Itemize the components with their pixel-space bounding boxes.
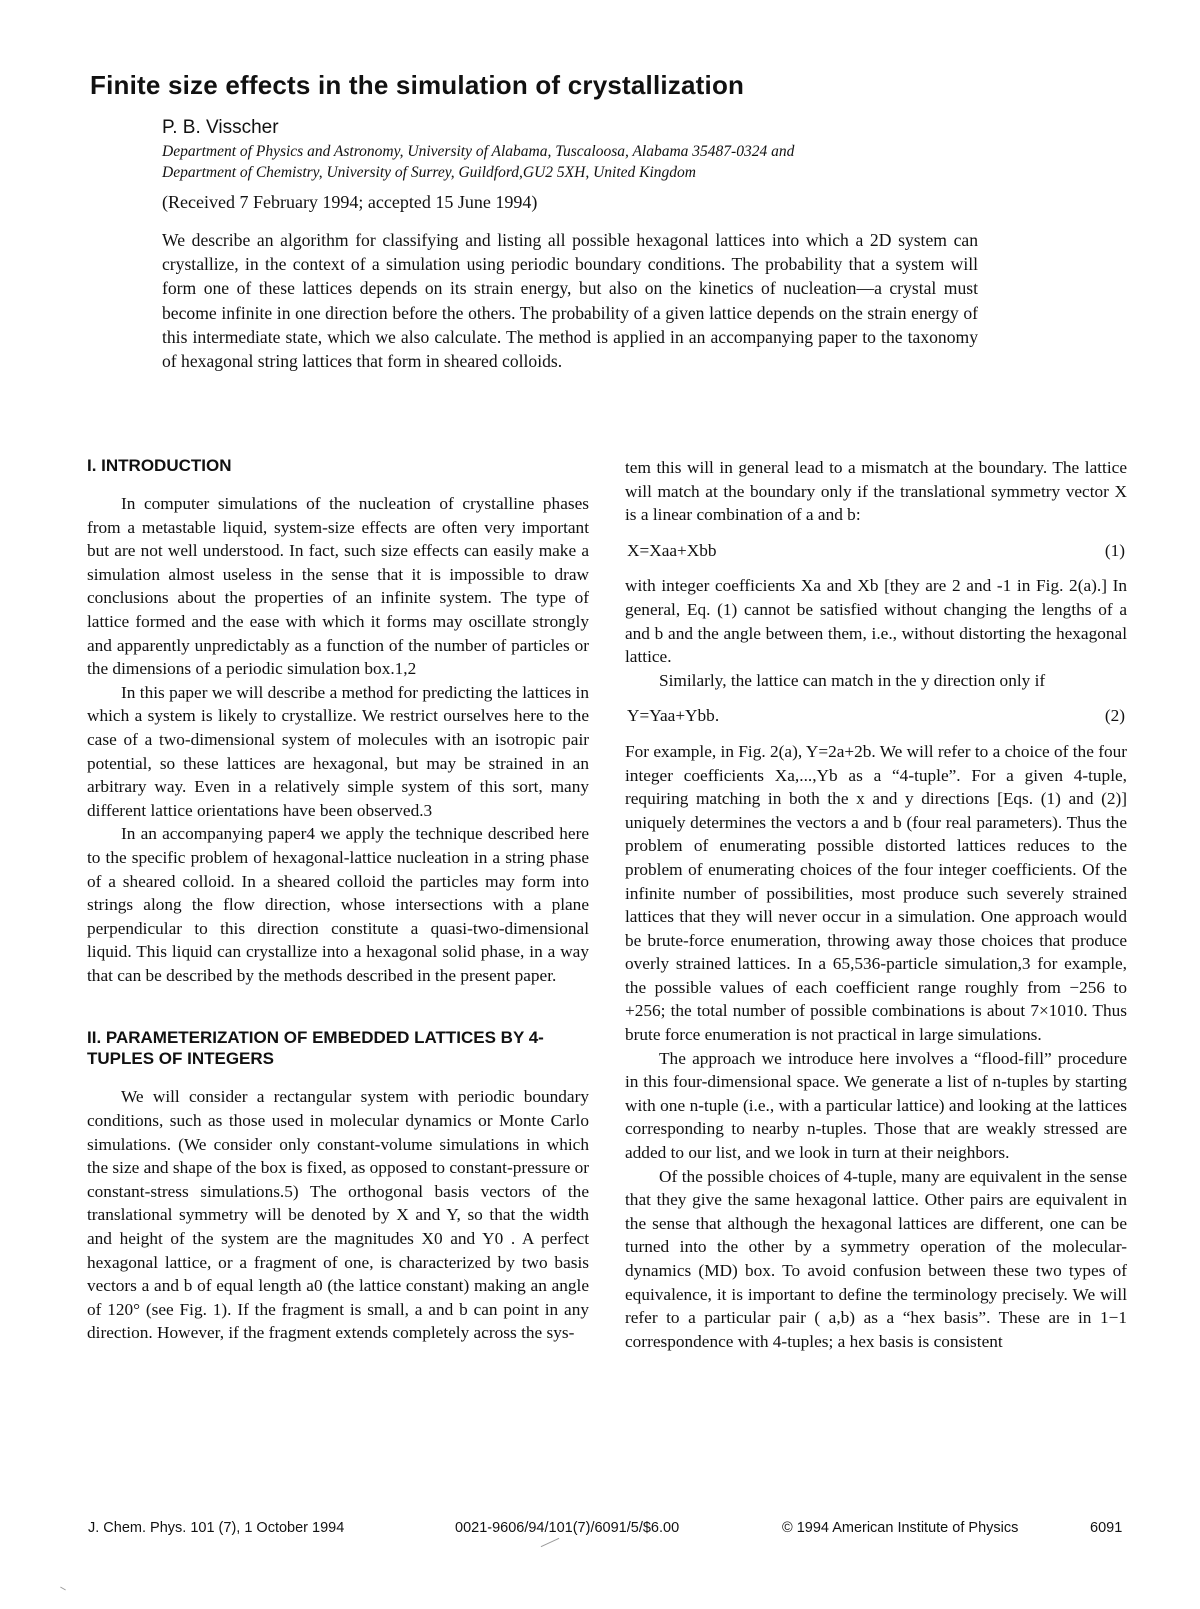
equation-2-body: Y=Yaa+Ybb. bbox=[627, 706, 720, 726]
left-column bbox=[87, 455, 589, 1345]
paragraph: In computer simulations of the nucleation of crystalline phases from a metastable liquid, system-size effects are often very important but are not well understood. In fact, such size effects can easily make a simulation almost useless in the sense that it is impossible to draw conclusions about the properties of an infinite system. The type of lattice formed and the ease with which it forms may oscillate strongly and apparently unpredictably as a function of the number of particles or the dimensions of a periodic simulation box.1,2 bbox=[87, 494, 589, 679]
paragraph: tem this will in general lead to a mismatch at the boundary. The lattice will match at the boundary only if the translational symmetry vector X is a linear combination of a and b: bbox=[625, 458, 1127, 525]
footer-journal: J. Chem. Phys. 101 (7), 1 October 1994 bbox=[88, 1520, 345, 1536]
paragraph: Similarly, the lattice can match in the y direction only if bbox=[659, 670, 1046, 690]
abstract: We describe an algorithm for classifying and listing all possible hexagonal lattices into which a 2D system can crystallize, in the context of a simulation using periodic boundary conditions. The probability that a system will form one of these lattices depends on its strain energy, but also on the kinetics of nucleation—a crystal must become infinite in one direction before the others. The probability of a given lattice depends on the strain energy of this intermediate state, which we also calculate. The method is applied in an accompanying paper to the taxonomy of hexagonal string lattices that form in sheared colloids. bbox=[162, 230, 978, 372]
paragraph: with integer coefficients Xa and Xb [they are 2 and -1 in Fig. 2(a).] In general, Eq. (1) cannot be satisfied without changing the lengths of a and b and the angle between them, i.e., without distorting the hexagonal lattice. bbox=[625, 576, 1127, 667]
equation-2-number: (2) bbox=[1104, 706, 1125, 726]
equation-1-number: (1) bbox=[1104, 540, 1125, 560]
equation-1 bbox=[625, 539, 1127, 563]
affiliation-line-2: Department of Chemistry, University of Surrey, Guildford,GU2 5XH, United Kingdom bbox=[162, 164, 696, 181]
paragraph: Of the possible choices of 4-tuple, many are equivalent in the sense that they give the same hexagonal lattice. Other pairs are equivalent in the sense that although the hexagonal lattices are different, one can be turned into the other by a symmetry operation of the molecular-dynamics (MD) box. To avoid confusion between these two types of equivalence, it is important to define the terminology precisely. We will refer to a particular pair ( a,b) as a “hex basis”. These are in 1−1 correspondence with 4-tuples; a hex basis is consistent bbox=[625, 1166, 1127, 1351]
paragraph: In an accompanying paper4 we apply the technique described here to the specific problem of hexagonal-lattice nucleation in a string phase of a sheared colloid. In a sheared colloid the particles may form into strings along the flow direction, whose intersections with a plane perpendicular to this direction constitute a quasi-two-dimensional liquid. This liquid can crystallize into a hexagonal solid phase, in a way that can be described by the methods described in the present paper. bbox=[87, 824, 589, 985]
equation-1-body: X=Xaa+Xbb bbox=[627, 540, 717, 560]
footer-copyright: © 1994 American Institute of Physics bbox=[782, 1520, 1019, 1536]
section-heading-introduction: I. INTRODUCTION bbox=[87, 456, 232, 475]
scan-artifact bbox=[60, 1587, 66, 1591]
paragraph: We will consider a rectangular system with periodic boundary conditions, such as those used in molecular dynamics or Monte Carlo simulations. (We consider only constant-volume simulations in which the size and shape of the box is fixed, as opposed to constant-pressure or constant-stress simulations.5) The orthogonal basis vectors of the translational symmetry will be denoted by X and Y, so that the width and height of the system are the magnitudes X0 and Y0 . A perfect hexagonal lattice, or a fragment of one, is characterized by two basis vectors a and b of equal length a0 (the lattice constant) making an angle of 120° (see Fig. 1). If the fragment is small, a and b can point in any direction. However, if the fragment extends completely across the sys- bbox=[87, 1087, 589, 1343]
footer-code: 0021-9606/94/101(7)/6091/5/$6.00 bbox=[455, 1520, 680, 1536]
equation-2 bbox=[625, 704, 1127, 728]
received-dates: (Received 7 February 1994; accepted 15 June 1994) bbox=[162, 192, 538, 212]
paragraph: For example, in Fig. 2(a), Y=2a+2b. We will refer to a choice of the four integer coefficients Xa,...,Yb as a “4-tuple”. For a given 4-tuple, requiring matching in both the x and y directions [Eqs. (1) and (2)] uniquely determines the vectors a and b (four real parameters). Thus the problem of enumerating possible distorted lattices reduces to the problem of enumerating choices of the four integer coefficients. Of the infinite number of possibilities, most produce such severely strained lattices that they will never occur in a simulation. One approach would be brute-force enumeration, throwing away those choices that produce overly strained lattices. In a 65,536-particle simulation,3 for example, the possible values of each coefficient range roughly from −256 to +256; the total number of possible combinations is about 7×1010. Thus brute force enumeration is not practical in large simulations. bbox=[625, 741, 1127, 1045]
paragraph: The approach we introduce here involves a “flood-fill” procedure in this four-dimensional space. We generate a list of n-tuples by starting with one n-tuple (i.e., with a particular lattice) and looking at the lattices corresponding to nearby n-tuples. Those that are weakly stressed are added to our list, and we look in turn at their neighbors. bbox=[625, 1048, 1127, 1163]
author-name: P. B. Visscher bbox=[162, 117, 279, 138]
right-column bbox=[625, 456, 1127, 1353]
affiliation-line-1: Department of Physics and Astronomy, University of Alabama, Tuscaloosa, Alabama 35487-0324 and bbox=[162, 143, 795, 160]
scan-artifact bbox=[541, 1538, 560, 1547]
affiliation bbox=[162, 141, 1042, 183]
paragraph: In this paper we will describe a method for predicting the lattices in which a system is likely to crystallize. We restrict ourselves here to the case of a two-dimensional system of molecules with an isotropic pair potential, so these lattices are hexagonal, but may be strained in an arbitrary way. Even in a relatively simple system of this sort, many different lattice orientations have been observed.3 bbox=[87, 682, 589, 820]
paper-title: Finite size effects in the simulation of crystallization bbox=[90, 70, 745, 100]
section-heading-parameterization: II. PARAMETERIZATION OF EMBEDDED LATTICES BY 4-TUPLES OF INTEGERS bbox=[87, 1028, 544, 1069]
footer-page-number: 6091 bbox=[1090, 1520, 1123, 1536]
